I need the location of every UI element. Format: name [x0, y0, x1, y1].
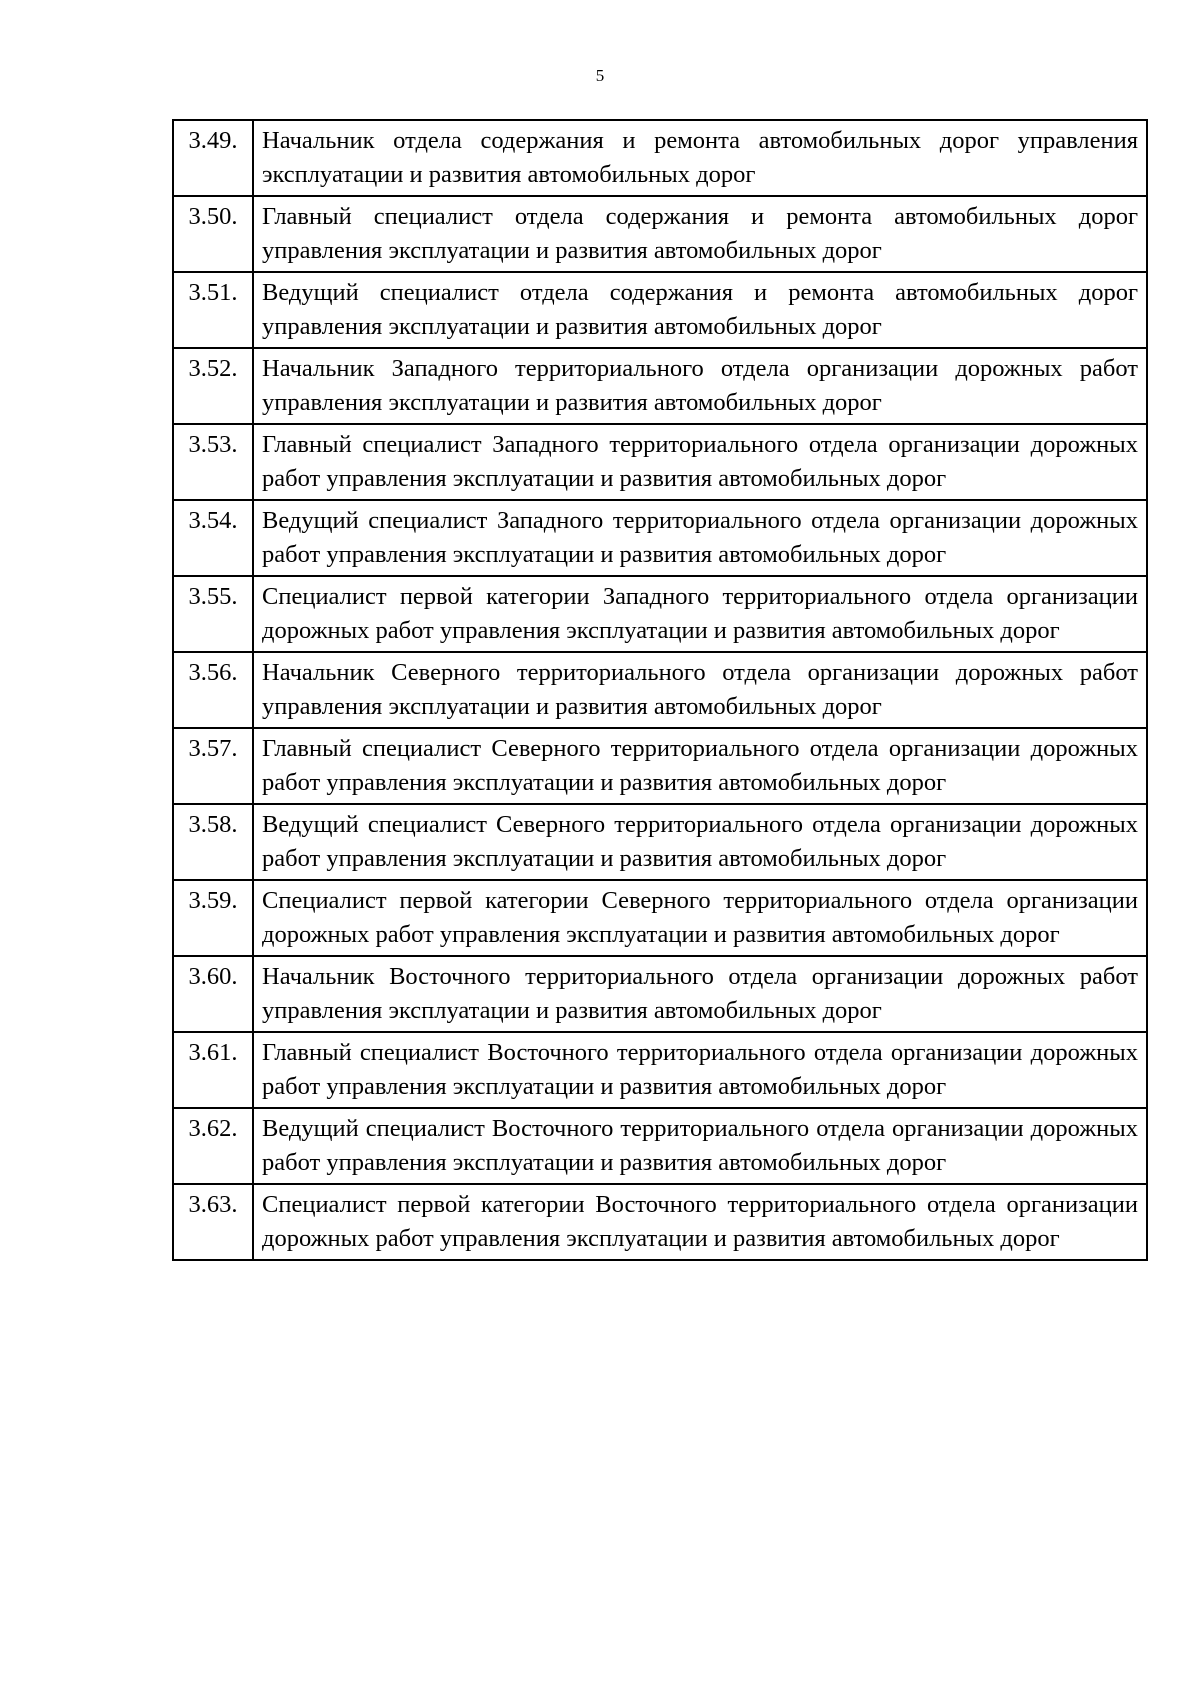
row-number: 3.56.	[173, 652, 253, 728]
position-title: Главный специалист Северного территориального отдела организации дорожных работ управления эксплуатации и развития автомобильных дорог	[253, 728, 1147, 804]
position-title: Специалист первой категории Северного территориального отдела организации дорожных работ управления эксплуатации и развития автомобильных дорог	[253, 880, 1147, 956]
table-row	[173, 348, 1147, 424]
row-number: 3.58.	[173, 804, 253, 880]
table-row	[173, 424, 1147, 500]
row-number: 3.52.	[173, 348, 253, 424]
position-title: Специалист первой категории Восточного территориального отдела организации дорожных работ управления эксплуатации и развития автомобильных дорог	[253, 1184, 1147, 1260]
table-row	[173, 1032, 1147, 1108]
row-number: 3.54.	[173, 500, 253, 576]
table-row	[173, 1184, 1147, 1260]
position-title: Главный специалист отдела содержания и ремонта автомобильных дорог управления эксплуатации и развития автомобильных дорог	[253, 196, 1147, 272]
table-row	[173, 1108, 1147, 1184]
position-title: Специалист первой категории Западного территориального отдела организации дорожных работ управления эксплуатации и развития автомобильных дорог	[253, 576, 1147, 652]
position-title: Главный специалист Западного территориального отдела организации дорожных работ управления эксплуатации и развития автомобильных дорог	[253, 424, 1147, 500]
table-row	[173, 120, 1147, 196]
row-number: 3.51.	[173, 272, 253, 348]
row-number: 3.55.	[173, 576, 253, 652]
row-number: 3.49.	[173, 120, 253, 196]
position-title: Ведущий специалист Западного территориального отдела организации дорожных работ управления эксплуатации и развития автомобильных дорог	[253, 500, 1147, 576]
position-title: Ведущий специалист отдела содержания и ремонта автомобильных дорог управления эксплуатации и развития автомобильных дорог	[253, 272, 1147, 348]
table-row	[173, 804, 1147, 880]
row-number: 3.59.	[173, 880, 253, 956]
position-title: Ведущий специалист Восточного территориального отдела организации дорожных работ управления эксплуатации и развития автомобильных дорог	[253, 1108, 1147, 1184]
table-row	[173, 956, 1147, 1032]
positions-table	[172, 119, 1148, 1261]
row-number: 3.63.	[173, 1184, 253, 1260]
row-number: 3.50.	[173, 196, 253, 272]
row-number: 3.61.	[173, 1032, 253, 1108]
table-row	[173, 196, 1147, 272]
table-row	[173, 880, 1147, 956]
table-row	[173, 728, 1147, 804]
position-title: Начальник Западного территориального отдела организации дорожных работ управления эксплуатации и развития автомобильных дорог	[253, 348, 1147, 424]
page-number: 5	[595, 66, 605, 85]
table-row	[173, 652, 1147, 728]
position-title: Начальник Восточного территориального отдела организации дорожных работ управления эксплуатации и развития автомобильных дорог	[253, 956, 1147, 1032]
row-number: 3.53.	[173, 424, 253, 500]
position-title: Ведущий специалист Северного территориального отдела организации дорожных работ управления эксплуатации и развития автомобильных дорог	[253, 804, 1147, 880]
position-title: Начальник отдела содержания и ремонта автомобильных дорог управления эксплуатации и развития автомобильных дорог	[253, 120, 1147, 196]
table-row	[173, 500, 1147, 576]
row-number: 3.62.	[173, 1108, 253, 1184]
position-title: Главный специалист Восточного территориального отдела организации дорожных работ управления эксплуатации и развития автомобильных дорог	[253, 1032, 1147, 1108]
table-row	[173, 576, 1147, 652]
row-number: 3.60.	[173, 956, 253, 1032]
table-row	[173, 272, 1147, 348]
positions-table-body	[173, 120, 1147, 1260]
position-title: Начальник Северного территориального отдела организации дорожных работ управления эксплуатации и развития автомобильных дорог	[253, 652, 1147, 728]
row-number: 3.57.	[173, 728, 253, 804]
